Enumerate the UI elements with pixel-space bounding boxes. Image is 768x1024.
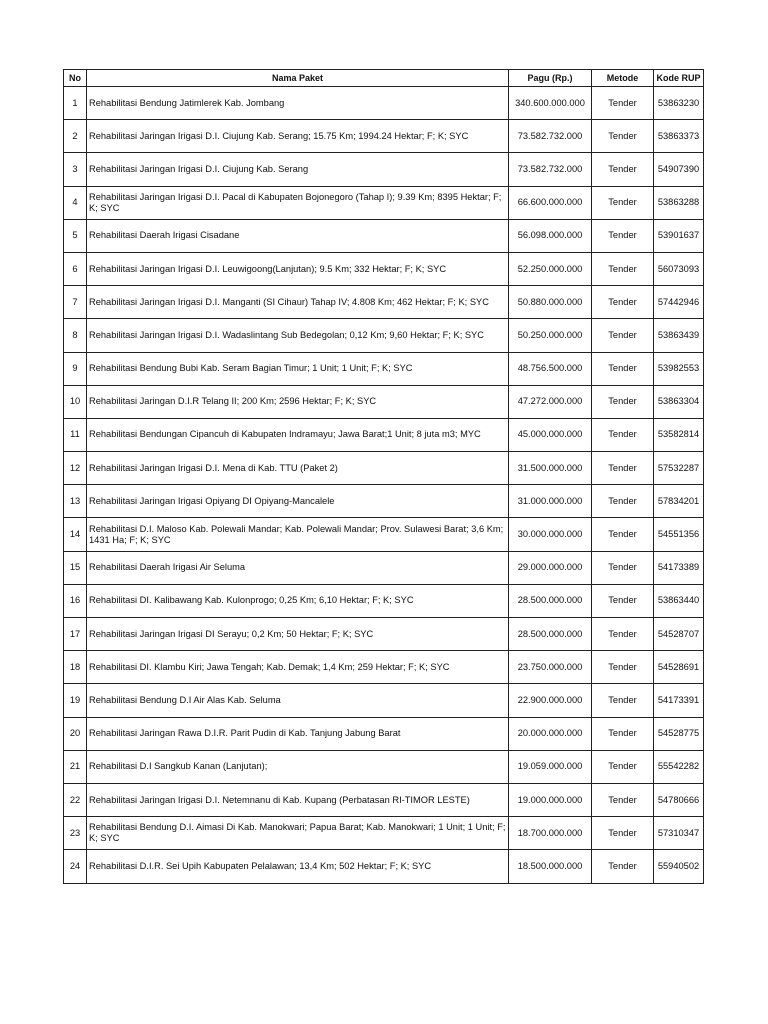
rup-code: 53863439 xyxy=(654,319,704,352)
row-number: 14 xyxy=(64,518,87,551)
package-name: Rehabilitasi DI. Klambu Kiri; Jawa Tengah; Kab. Demak; 1,4 Km; 259 Hektar; F; K; SYC xyxy=(87,651,509,684)
row-number: 21 xyxy=(64,750,87,783)
package-name: Rehabilitasi Bendung D.I Air Alas Kab. Seluma xyxy=(87,684,509,717)
table-header xyxy=(64,70,704,87)
table-row xyxy=(64,551,704,584)
rup-code: 53863440 xyxy=(654,584,704,617)
budget-value: 47.272.000.000 xyxy=(509,385,592,418)
procurement-method: Tender xyxy=(592,286,654,319)
package-name: Rehabilitasi Daerah Irigasi Cisadane xyxy=(87,219,509,252)
table-row xyxy=(64,385,704,418)
row-number: 16 xyxy=(64,584,87,617)
package-name: Rehabilitasi D.I. Maloso Kab. Polewali Mandar; Kab. Polewali Mandar; Prov. Sulawesi Barat; 3,6 Km; 1431 Ha; F; K; SYC xyxy=(87,518,509,551)
table-row xyxy=(64,750,704,783)
row-number: 5 xyxy=(64,219,87,252)
procurement-method: Tender xyxy=(592,618,654,651)
procurement-method: Tender xyxy=(592,518,654,551)
table-row xyxy=(64,518,704,551)
row-number: 12 xyxy=(64,452,87,485)
package-name: Rehabilitasi D.I Sangkub Kanan (Lanjutan); xyxy=(87,750,509,783)
package-name: Rehabilitasi Bendung D.I. Aimasi Di Kab. Manokwari; Papua Barat; Kab. Manokwari; 1 Unit; 1 Unit; F; K; SYC xyxy=(87,817,509,850)
table-row xyxy=(64,783,704,816)
table-row xyxy=(64,286,704,319)
table-row xyxy=(64,87,704,120)
header-no: No xyxy=(64,70,87,87)
table-row xyxy=(64,153,704,186)
package-name: Rehabilitasi Jaringan Irigasi D.I. Mena di Kab. TTU (Paket 2) xyxy=(87,452,509,485)
rup-code: 55940502 xyxy=(654,850,704,883)
table-row xyxy=(64,717,704,750)
procurement-method: Tender xyxy=(592,750,654,783)
table-row xyxy=(64,186,704,219)
table-row xyxy=(64,817,704,850)
procurement-method: Tender xyxy=(592,219,654,252)
budget-value: 19.059.000.000 xyxy=(509,750,592,783)
package-name: Rehabilitasi Jaringan Irigasi D.I. Manganti (SI Cihaur) Tahap IV; 4.808 Km; 462 Hektar; F; K; SYC xyxy=(87,286,509,319)
package-name: Rehabilitasi Bendung Bubi Kab. Seram Bagian Timur; 1 Unit; 1 Unit; F; K; SYC xyxy=(87,352,509,385)
package-name: Rehabilitasi Jaringan Irigasi D.I. Ciujung Kab. Serang xyxy=(87,153,509,186)
package-name: Rehabilitasi Jaringan Irigasi D.I. Wadaslintang Sub Bedegolan; 0,12 Km; 9,60 Hektar; F; K; SYC xyxy=(87,319,509,352)
procurement-method: Tender xyxy=(592,352,654,385)
budget-value: 19.000.000.000 xyxy=(509,783,592,816)
rup-code: 54528707 xyxy=(654,618,704,651)
procurement-method: Tender xyxy=(592,551,654,584)
rup-code: 53863288 xyxy=(654,186,704,219)
row-number: 11 xyxy=(64,418,87,451)
header-nama-paket: Nama Paket xyxy=(87,70,509,87)
row-number: 24 xyxy=(64,850,87,883)
procurement-method: Tender xyxy=(592,186,654,219)
row-number: 23 xyxy=(64,817,87,850)
budget-value: 29.000.000.000 xyxy=(509,551,592,584)
package-name: Rehabilitasi DI. Kalibawang Kab. Kulonprogo; 0,25 Km; 6,10 Hektar; F; K; SYC xyxy=(87,584,509,617)
budget-value: 20.000.000.000 xyxy=(509,717,592,750)
table-row xyxy=(64,219,704,252)
rup-code: 54173389 xyxy=(654,551,704,584)
procurement-method: Tender xyxy=(592,684,654,717)
procurement-method: Tender xyxy=(592,452,654,485)
row-number: 4 xyxy=(64,186,87,219)
procurement-method: Tender xyxy=(592,717,654,750)
header-pagu: Pagu (Rp.) xyxy=(509,70,592,87)
budget-value: 45.000.000.000 xyxy=(509,418,592,451)
budget-value: 22.900.000.000 xyxy=(509,684,592,717)
budget-value: 30.000.000.000 xyxy=(509,518,592,551)
rup-code: 53982553 xyxy=(654,352,704,385)
rup-code: 55542282 xyxy=(654,750,704,783)
row-number: 20 xyxy=(64,717,87,750)
table-row xyxy=(64,352,704,385)
procurement-method: Tender xyxy=(592,319,654,352)
budget-value: 48.756.500.000 xyxy=(509,352,592,385)
table-row xyxy=(64,850,704,883)
rup-code: 53582814 xyxy=(654,418,704,451)
package-name: Rehabilitasi Jaringan D.I.R Telang II; 200 Km; 2596 Hektar; F; K; SYC xyxy=(87,385,509,418)
procurement-method: Tender xyxy=(592,485,654,518)
row-number: 7 xyxy=(64,286,87,319)
table-row xyxy=(64,618,704,651)
budget-value: 73.582.732.000 xyxy=(509,120,592,153)
rup-code: 56073093 xyxy=(654,252,704,285)
row-number: 9 xyxy=(64,352,87,385)
procurement-method: Tender xyxy=(592,584,654,617)
rup-code: 54907390 xyxy=(654,153,704,186)
rup-code: 53901637 xyxy=(654,219,704,252)
rup-code: 53863304 xyxy=(654,385,704,418)
package-name: Rehabilitasi Jaringan Irigasi D.I. Netemnanu di Kab. Kupang (Perbatasan RI-TIMOR LESTE) xyxy=(87,783,509,816)
rup-code: 53863230 xyxy=(654,87,704,120)
budget-value: 18.700.000.000 xyxy=(509,817,592,850)
header-metode: Metode xyxy=(592,70,654,87)
table-row xyxy=(64,584,704,617)
package-name: Rehabilitasi D.I.R. Sei Upih Kabupaten Pelalawan; 13,4 Km; 502 Hektar; F; K; SYC xyxy=(87,850,509,883)
budget-value: 50.880.000.000 xyxy=(509,286,592,319)
package-name: Rehabilitasi Jaringan Irigasi D.I. Ciujung Kab. Serang; 15.75 Km; 1994.24 Hektar; F; K; SYC xyxy=(87,120,509,153)
rup-package-table xyxy=(63,69,704,884)
budget-value: 340.600.000.000 xyxy=(509,87,592,120)
row-number: 2 xyxy=(64,120,87,153)
row-number: 10 xyxy=(64,385,87,418)
budget-value: 18.500.000.000 xyxy=(509,850,592,883)
row-number: 6 xyxy=(64,252,87,285)
package-name: Rehabilitasi Jaringan Irigasi DI Serayu; 0,2 Km; 50 Hektar; F; K; SYC xyxy=(87,618,509,651)
budget-value: 50.250.000.000 xyxy=(509,319,592,352)
budget-value: 56.098.000.000 xyxy=(509,219,592,252)
table-row xyxy=(64,651,704,684)
rup-code: 54528775 xyxy=(654,717,704,750)
row-number: 22 xyxy=(64,783,87,816)
budget-value: 31.000.000.000 xyxy=(509,485,592,518)
table-row xyxy=(64,252,704,285)
rup-code: 54173391 xyxy=(654,684,704,717)
header-row xyxy=(64,70,704,87)
procurement-method: Tender xyxy=(592,783,654,816)
rup-code: 57532287 xyxy=(654,452,704,485)
table-row xyxy=(64,418,704,451)
row-number: 18 xyxy=(64,651,87,684)
header-kode-rup: Kode RUP xyxy=(654,70,704,87)
rup-code: 54780666 xyxy=(654,783,704,816)
row-number: 17 xyxy=(64,618,87,651)
row-number: 8 xyxy=(64,319,87,352)
budget-value: 52.250.000.000 xyxy=(509,252,592,285)
budget-value: 23.750.000.000 xyxy=(509,651,592,684)
rup-code: 54551356 xyxy=(654,518,704,551)
procurement-method: Tender xyxy=(592,418,654,451)
table-row xyxy=(64,120,704,153)
row-number: 1 xyxy=(64,87,87,120)
procurement-method: Tender xyxy=(592,385,654,418)
procurement-method: Tender xyxy=(592,817,654,850)
table-row xyxy=(64,452,704,485)
rup-code: 57442946 xyxy=(654,286,704,319)
procurement-method: Tender xyxy=(592,87,654,120)
rup-code: 57834201 xyxy=(654,485,704,518)
procurement-method: Tender xyxy=(592,651,654,684)
budget-value: 73.582.732.000 xyxy=(509,153,592,186)
budget-value: 31.500.000.000 xyxy=(509,452,592,485)
row-number: 19 xyxy=(64,684,87,717)
table-row xyxy=(64,319,704,352)
package-name: Rehabilitasi Jaringan Rawa D.I.R. Parit Pudin di Kab. Tanjung Jabung Barat xyxy=(87,717,509,750)
procurement-method: Tender xyxy=(592,120,654,153)
table-row xyxy=(64,485,704,518)
table-row xyxy=(64,684,704,717)
table-body xyxy=(64,87,704,884)
procurement-method: Tender xyxy=(592,850,654,883)
package-name: Rehabilitasi Jaringan Irigasi Opiyang DI Opiyang-Mancalele xyxy=(87,485,509,518)
rup-code: 53863373 xyxy=(654,120,704,153)
package-name: Rehabilitasi Jaringan Irigasi D.I. Leuwigoong(Lanjutan); 9.5 Km; 332 Hektar; F; K; SYC xyxy=(87,252,509,285)
row-number: 15 xyxy=(64,551,87,584)
package-name: Rehabilitasi Daerah Irigasi Air Seluma xyxy=(87,551,509,584)
rup-code: 57310347 xyxy=(654,817,704,850)
row-number: 13 xyxy=(64,485,87,518)
budget-value: 28.500.000.000 xyxy=(509,584,592,617)
procurement-method: Tender xyxy=(592,153,654,186)
package-name: Rehabilitasi Bendungan Cipancuh di Kabupaten Indramayu; Jawa Barat;1 Unit; 8 juta m3; MYC xyxy=(87,418,509,451)
procurement-method: Tender xyxy=(592,252,654,285)
row-number: 3 xyxy=(64,153,87,186)
budget-value: 28.500.000.000 xyxy=(509,618,592,651)
budget-value: 66.600.000.000 xyxy=(509,186,592,219)
rup-code: 54528691 xyxy=(654,651,704,684)
package-name: Rehabilitasi Bendung Jatimlerek Kab. Jombang xyxy=(87,87,509,120)
package-name: Rehabilitasi Jaringan Irigasi D.I. Pacal di Kabupaten Bojonegoro (Tahap I); 9.39 Km; 8395 Hektar; F; K; SYC xyxy=(87,186,509,219)
